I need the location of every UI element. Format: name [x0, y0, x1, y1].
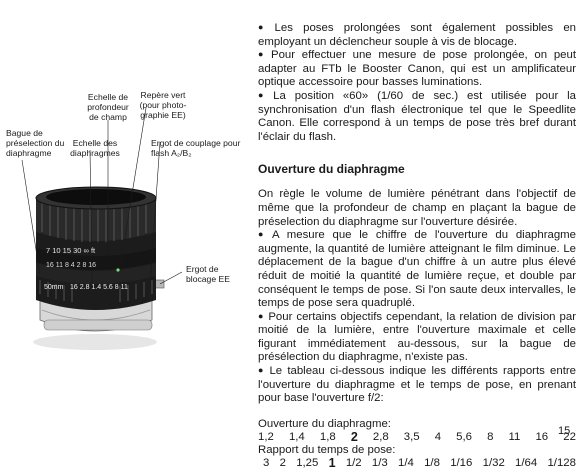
depth-scale: 16 11 8 4 2 8 16	[46, 262, 97, 269]
paragraph-flash-sync: ● La position «60» (1/60 de sec.) est utilisée pour la synchronisation d'un flash électronique tel que le Speedlite Canon. Elle correspond à un temps de pose très bref durant l'éclair du flash.	[258, 90, 576, 144]
aperture-value: 4	[434, 431, 442, 444]
lens-illustration	[0, 80, 250, 360]
text-column	[258, 22, 576, 471]
aperture-value: 1,2	[258, 431, 274, 444]
lens-figure	[0, 80, 250, 360]
callout-repere-vert: Repère vert (pour photo- graphie EE)	[139, 90, 187, 120]
table-row-ratios	[258, 457, 576, 470]
ratio-value: 1,25	[296, 457, 319, 470]
table-label-ratios: Rapport du temps de pose:	[258, 444, 396, 457]
aperture-value: 22	[563, 431, 576, 444]
callout-bague-preselection: Bague de préselection du diaphragme	[6, 128, 65, 158]
ratio-value: 2	[279, 457, 286, 470]
ratio-value: 1/2	[345, 457, 362, 470]
callout-ergot-couplage: Ergot de couplage pour flash A₂/B₂	[151, 138, 241, 158]
ratio-value: 1/128	[547, 457, 576, 470]
ratio-value: 1/64	[515, 457, 538, 470]
distance-scale: 7 10 15 30 ∞ ft	[46, 246, 96, 255]
page-number: 15	[558, 425, 571, 437]
ratio-value: 1/16	[450, 457, 473, 470]
ratio-value: 3	[263, 457, 270, 470]
paragraph-booster: ● Pour effectuer une mesure de pose prolongée, on peut adapter au FTb le Booster Canon, qui est un amplificateur optique accessoire pour basses luminations.	[258, 49, 576, 90]
aperture-value-base: 2	[350, 430, 358, 445]
paragraph-reglage: On règle le volume de lumière pénétrant dans l'objectif de même que la profondeur de champ en plaçant la bague de préselection du diaphragme sur l'ouverture désirée.	[258, 188, 576, 228]
callout-echelle-profondeur: Echelle de profondeur de champ	[87, 92, 129, 122]
ratio-value: 1/32	[482, 457, 505, 470]
ratio-value-base: 1	[328, 456, 336, 471]
aperture-value: 3,5	[403, 431, 420, 444]
paragraph-exceptions: ● Pour certains objectifs cependant, la relation de division par moitié de la lumière, entre l'ouverture maximale et celle figurant immédiatement au-dessous, sur la bague de présélection du diaphragme, n'existe pas.	[258, 311, 576, 365]
ratio-value: 1/4	[398, 457, 414, 470]
callout-ergot-blocage: Ergot de blocage EE	[186, 264, 230, 284]
table-label-apertures: Ouverture du diaphragme:	[258, 417, 391, 430]
ratio-value: 1/8	[424, 457, 440, 470]
paragraph-poses-prolongees: ● Les poses prolongées sont également possibles en employant un déclencheur souple à vis de blocage.	[258, 22, 576, 49]
aperture-value: 11	[508, 431, 521, 444]
aperture-value: 5,6	[456, 431, 473, 444]
paragraph-tableau-intro: ● Le tableau ci-dessous indique les différents rapports entre l'ouverture du diaphragme et le temps de pose, en prenant pour base l'ouverture f/2:	[258, 365, 576, 406]
aperture-value: 8	[487, 431, 494, 444]
aperture-value: 1,8	[319, 431, 336, 444]
paragraph-ouverture: ● A mesure que le chiffre de l'ouverture du diaphragme augmente, la quantité de lumière atteignant le film diminue. Le déplacement de la bague d'un chiffre à un autre plus élevé réduit de moitié la quantité de lumière reçue, et double par conséquent le temps de pose. Si l'on saute deux intervalles, le temps de pose sera quadruplé.	[258, 229, 576, 311]
focal-length-label: 50mm	[44, 284, 64, 291]
aperture-scale: 16 2.8 1.4 5.6 8 11	[70, 284, 128, 291]
ratio-value: 1/3	[371, 457, 388, 470]
section-heading: Ouverture du diaphragme	[258, 162, 405, 177]
callout-echelle-diaphragmes: Echelle des diaphragmes	[70, 138, 120, 158]
aperture-value: 16	[535, 431, 549, 444]
table-row-apertures	[258, 431, 576, 444]
aperture-value: 1,4	[288, 431, 305, 444]
aperture-value: 2,8	[372, 431, 389, 444]
